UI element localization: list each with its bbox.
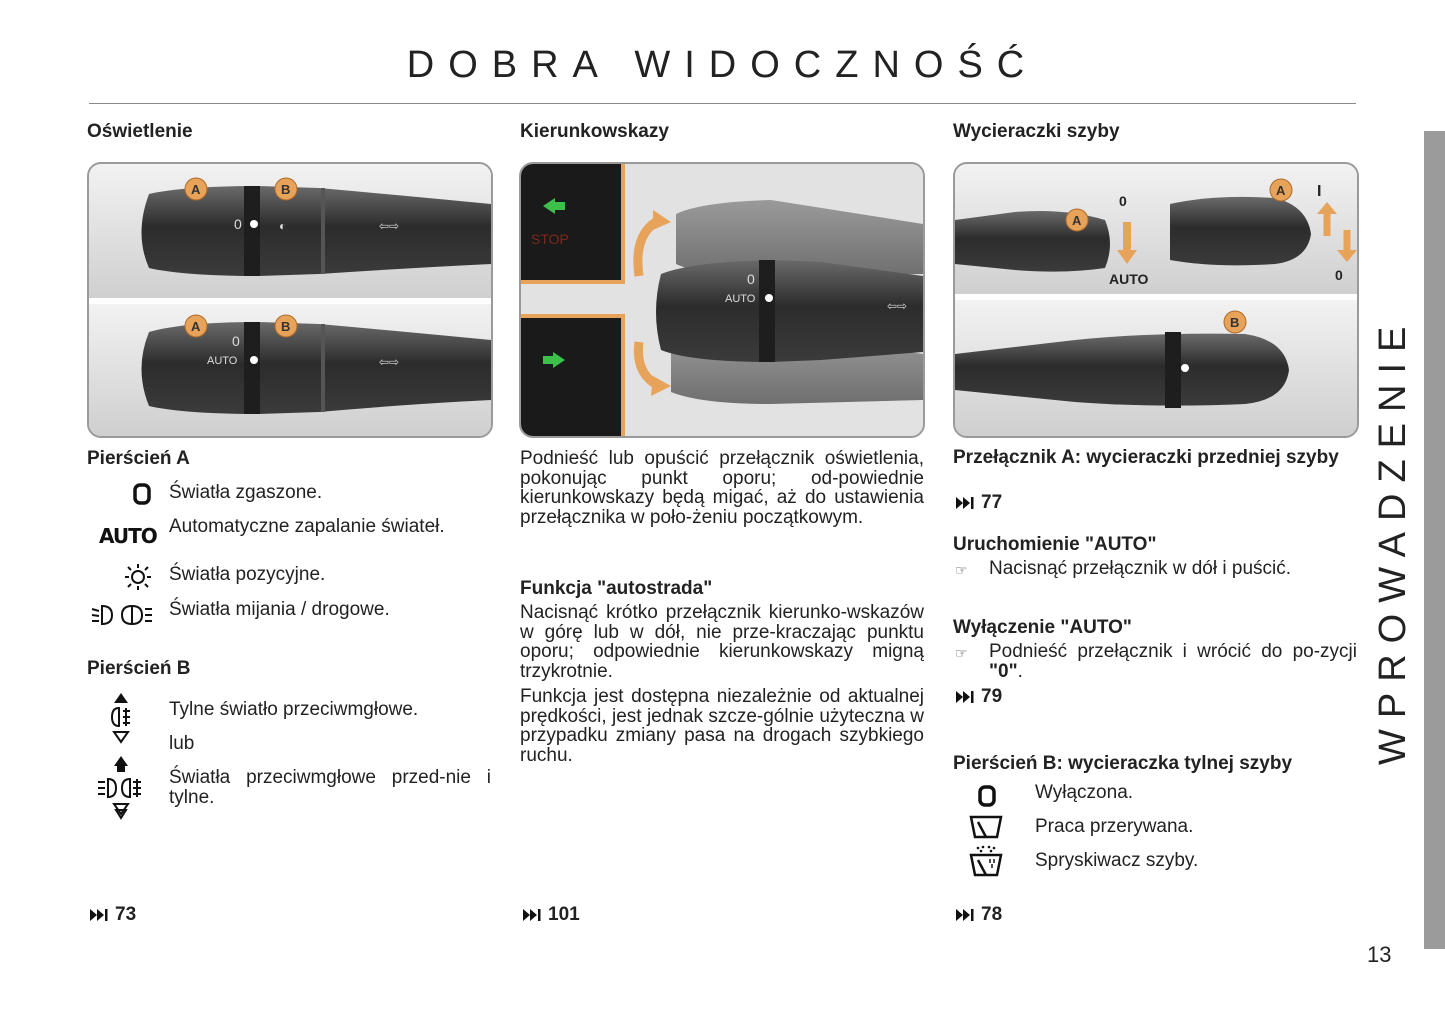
- svg-text:I: I: [1317, 183, 1322, 200]
- ring-a-item-beams: Światła mijania / drogowe.: [169, 599, 390, 620]
- page-reference-number: 77: [981, 492, 1003, 513]
- svg-text:◐: ◐: [279, 219, 287, 233]
- auto-on-heading: Uruchomienie "AUTO": [953, 534, 1157, 555]
- page-reference-number: 79: [981, 686, 1003, 707]
- motorway-function-note: Funkcja jest dostępna niezależnie od aktualnej prędkości, jest jednak szcze-gólnie użyteczna w przypadku zmiany pasa na drogach szybkiego ruchu.: [520, 686, 924, 766]
- svg-text:0: 0: [234, 216, 242, 232]
- page-reference-lighting[interactable]: [89, 904, 136, 926]
- page-reference-indicators[interactable]: [522, 904, 580, 926]
- pointing-hand-icon: ☞: [955, 645, 968, 661]
- motorway-function-description: Nacisnąć krótko przełącznik kierunko-wskazów w górę lub w dół, nie prze-kraczając punktu oporu; odpowiednie kierunkowskazy migną trzykrotnie.: [520, 602, 924, 682]
- ring-b-or: lub: [169, 733, 195, 754]
- wiper-stalk-illustration: [953, 162, 1359, 438]
- chapter-tab-label: WPROWADZENIE: [1372, 315, 1414, 765]
- svg-text:0: 0: [232, 333, 240, 349]
- ring-a-item-parking: Światła pozycyjne.: [169, 564, 326, 585]
- svg-text:0: 0: [1119, 193, 1127, 209]
- pointing-hand-icon: ☞: [955, 562, 968, 578]
- dipped-main-beam-icon: [89, 602, 155, 628]
- svg-text:B: B: [1230, 315, 1240, 330]
- page-reference-number: 73: [115, 904, 137, 925]
- ring-a-heading: Pierścień A: [87, 448, 190, 469]
- page-title: DOBRA WIDOCZNOŚĆ: [406, 44, 1039, 86]
- front-rear-fog-light-icon: [94, 754, 148, 820]
- svg-text:B: B: [281, 182, 291, 197]
- auto-off-heading: Wyłączenie "AUTO": [953, 617, 1132, 638]
- svg-text:AUTO: AUTO: [1109, 271, 1149, 287]
- rear-fog-light-icon: [104, 690, 138, 746]
- skip-forward-icon: [522, 908, 542, 922]
- page-reference-front-wipers[interactable]: [955, 492, 1002, 514]
- rear-wiper-icon: [966, 812, 1006, 842]
- ring-b-rear-wiper-heading: Pierścień B: wycieraczka tylnej szyby: [953, 753, 1293, 774]
- ring-a-item-off: Światła zgaszone.: [169, 482, 323, 503]
- ring-b-item-front-rear-fog: Światła przeciwmgłowe przed-nie i tylne.: [169, 767, 491, 808]
- auto-label: AUTO: [99, 524, 157, 548]
- parking-light-icon: [121, 562, 155, 592]
- svg-text:0: 0: [1335, 267, 1343, 283]
- rear-washer-icon: [966, 844, 1006, 880]
- svg-text:B: B: [281, 319, 291, 334]
- page-reference-number: 101: [548, 904, 580, 925]
- switch-a-heading: Przełącznik A: wycieraczki przedniej szyby: [953, 447, 1339, 468]
- zero-symbol-icon: [125, 482, 159, 506]
- auto-on-instruction: Nacisnąć przełącznik w dół i puścić.: [989, 558, 1292, 579]
- lighting-stalk-illustration: [87, 162, 493, 438]
- rear-washer: Spryskiwacz szyby.: [1035, 850, 1199, 871]
- header-divider: [89, 103, 1356, 104]
- svg-text:⇦⇨: ⇦⇨: [379, 219, 400, 233]
- page-reference-number: 78: [981, 904, 1003, 925]
- zero-symbol-icon: [970, 782, 1004, 810]
- indicator-description: Podnieść lub opuścić przełącznik oświetlenia, pokonując punkt oporu; od-powiednie kierunkowskazy będą migać, aż do ustawienia przełącznika w poło-żeniu początkowym.: [520, 448, 924, 528]
- svg-text:STOP: STOP: [531, 231, 569, 247]
- ring-a-item-auto: Automatyczne zapalanie świateł.: [169, 516, 445, 537]
- skip-forward-icon: [89, 908, 109, 922]
- svg-text:⇦⇨: ⇦⇨: [887, 299, 908, 313]
- ring-b-heading: Pierścień B: [87, 658, 191, 679]
- svg-text:AUTO: AUTO: [207, 355, 238, 367]
- page-reference-rear-wiper[interactable]: [955, 904, 1002, 926]
- svg-text:0: 0: [747, 271, 755, 287]
- skip-forward-icon: [955, 908, 975, 922]
- page-number: 13: [1367, 942, 1392, 967]
- rear-wiper-intermittent: Praca przerywana.: [1035, 816, 1194, 837]
- page-reference-auto-wipers[interactable]: [955, 686, 1002, 708]
- svg-text:AUTO: AUTO: [725, 293, 756, 305]
- column-heading-wipers: Wycieraczki szyby: [953, 121, 1120, 142]
- skip-forward-icon: [955, 496, 975, 510]
- chapter-tab-bar: [1424, 131, 1445, 949]
- svg-text:A: A: [1072, 213, 1082, 228]
- column-heading-lighting: Oświetlenie: [87, 121, 193, 142]
- rear-wiper-off: Wyłączona.: [1035, 782, 1134, 803]
- svg-text:⇦⇨: ⇦⇨: [379, 355, 400, 369]
- auto-off-instruction: Podnieść przełącznik i wrócić do po-zycji "0".: [989, 641, 1357, 682]
- motorway-function-heading: Funkcja "autostrada": [520, 578, 713, 599]
- svg-text:A: A: [1276, 183, 1286, 198]
- svg-text:A: A: [191, 182, 201, 197]
- column-heading-indicators: Kierunkowskazy: [520, 121, 669, 142]
- skip-forward-icon: [955, 690, 975, 704]
- indicator-stalk-illustration: [519, 162, 925, 438]
- svg-text:A: A: [191, 319, 201, 334]
- ring-b-item-rear-fog: Tylne światło przeciwmgłowe.: [169, 699, 419, 720]
